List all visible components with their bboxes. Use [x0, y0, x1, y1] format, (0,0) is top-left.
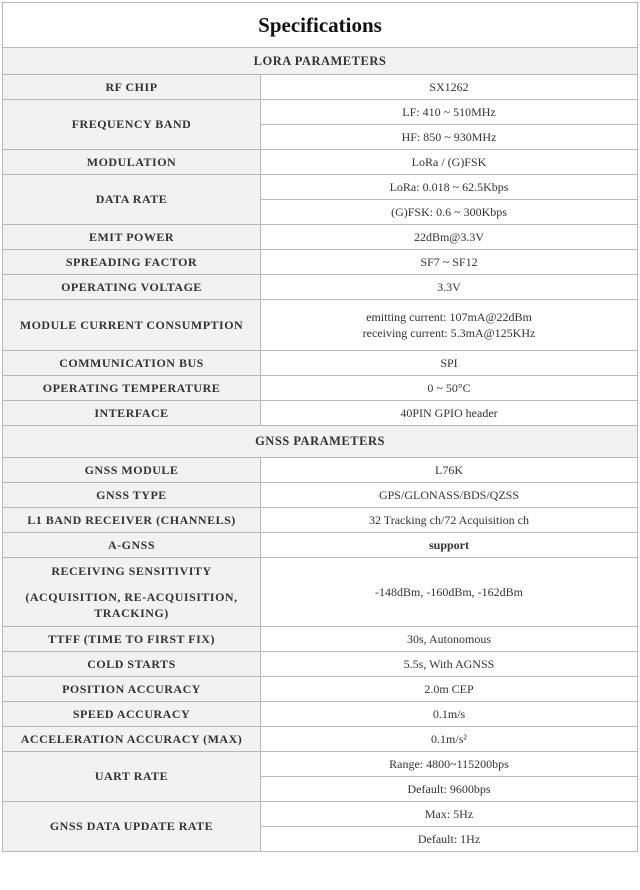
position-accuracy-row [3, 677, 638, 702]
a-gnss-value: support [261, 533, 638, 558]
frequency-band-lf-value: LF: 410 ~ 510MHz [261, 100, 638, 125]
emit-power-row [3, 225, 638, 250]
l1-band-value: 32 Tracking ch/72 Acquisition ch [261, 508, 638, 533]
acceleration-accuracy-label: ACCELERATION ACCURACY (MAX) [3, 727, 261, 752]
ttff-value: 30s, Autonomous [261, 627, 638, 652]
interface-value: 40PIN GPIO header [261, 401, 638, 426]
page-title: Specifications [3, 3, 638, 48]
operating-temperature-row [3, 376, 638, 401]
spreading-factor-row [3, 250, 638, 275]
spreading-factor-value: SF7 ~ SF12 [261, 250, 638, 275]
communication-bus-value: SPI [261, 351, 638, 376]
cold-starts-row [3, 652, 638, 677]
uart-rate-row [3, 752, 638, 777]
current-consumption-row [3, 300, 638, 351]
ttff-label: TTFF (TIME TO FIRST FIX) [3, 627, 261, 652]
data-rate-row [3, 175, 638, 200]
rf-chip-label: RF CHIP [3, 75, 261, 100]
speed-accuracy-row [3, 702, 638, 727]
current-consumption-label: MODULE CURRENT CONSUMPTION [3, 300, 261, 351]
uart-rate-range-value: Range: 4800~115200bps [261, 752, 638, 777]
frequency-band-row [3, 100, 638, 125]
gnss-module-label: GNSS MODULE [3, 458, 261, 483]
frequency-band-label: FREQUENCY BAND [3, 100, 261, 150]
speed-accuracy-value: 0.1m/s [261, 702, 638, 727]
specifications-table [2, 2, 638, 852]
title-row [3, 3, 638, 48]
acceleration-accuracy-value: 0.1m/s² [261, 727, 638, 752]
gnss-type-row [3, 483, 638, 508]
lora-section-header: LORA PARAMETERS [3, 48, 638, 75]
receiving-sensitivity-label-line1: RECEIVING SENSITIVITY [51, 564, 212, 578]
cold-starts-label: COLD STARTS [3, 652, 261, 677]
receiving-sensitivity-label-line2: (ACQUISITION, RE-ACQUISITION, [25, 590, 238, 604]
gnss-module-value: L76K [261, 458, 638, 483]
communication-bus-label: COMMUNICATION BUS [3, 351, 261, 376]
frequency-band-hf-value: HF: 850 ~ 930MHz [261, 125, 638, 150]
interface-label: INTERFACE [3, 401, 261, 426]
l1-band-row [3, 508, 638, 533]
ttff-row [3, 627, 638, 652]
data-rate-label: DATA RATE [3, 175, 261, 225]
cold-starts-value: 5.5s, With AGNSS [261, 652, 638, 677]
data-update-rate-row [3, 802, 638, 827]
current-consumption-value [261, 300, 638, 351]
uart-rate-label: UART RATE [3, 752, 261, 802]
a-gnss-label: A-GNSS [3, 533, 261, 558]
emit-power-label: EMIT POWER [3, 225, 261, 250]
receiving-current-value: receiving current: 5.3mA@125KHz [362, 326, 536, 340]
gnss-type-value: GPS/GLONASS/BDS/QZSS [261, 483, 638, 508]
data-update-rate-max-value: Max: 5Hz [261, 802, 638, 827]
l1-band-label: L1 BAND RECEIVER (CHANNELS) [3, 508, 261, 533]
lora-section-row [3, 48, 638, 75]
interface-row [3, 401, 638, 426]
speed-accuracy-label: SPEED ACCURACY [3, 702, 261, 727]
data-rate-gfsk-value: (G)FSK: 0.6 ~ 300Kbps [261, 200, 638, 225]
data-update-rate-default-value: Default: 1Hz [261, 827, 638, 852]
emitting-current-value: emitting current: 107mA@22dBm [366, 310, 532, 324]
communication-bus-row [3, 351, 638, 376]
operating-voltage-label: OPERATING VOLTAGE [3, 275, 261, 300]
operating-voltage-row [3, 275, 638, 300]
modulation-row [3, 150, 638, 175]
gnss-module-row [3, 458, 638, 483]
position-accuracy-value: 2.0m CEP [261, 677, 638, 702]
receiving-sensitivity-label [3, 558, 261, 627]
acceleration-accuracy-row [3, 727, 638, 752]
gnss-section-header: GNSS PARAMETERS [3, 426, 638, 458]
modulation-label: MODULATION [3, 150, 261, 175]
emit-power-value: 22dBm@3.3V [261, 225, 638, 250]
modulation-value: LoRa / (G)FSK [261, 150, 638, 175]
a-gnss-row [3, 533, 638, 558]
rf-chip-row [3, 75, 638, 100]
data-update-rate-label: GNSS DATA UPDATE RATE [3, 802, 261, 852]
operating-temperature-label: OPERATING TEMPERATURE [3, 376, 261, 401]
data-rate-lora-value: LoRa: 0.018 ~ 62.5Kbps [261, 175, 638, 200]
receiving-sensitivity-label-line3: TRACKING) [94, 606, 169, 620]
label-gap [3, 579, 260, 589]
receiving-sensitivity-value: -148dBm, -160dBm, -162dBm [261, 558, 638, 627]
gnss-type-label: GNSS TYPE [3, 483, 261, 508]
rf-chip-value: SX1262 [261, 75, 638, 100]
spreading-factor-label: SPREADING FACTOR [3, 250, 261, 275]
receiving-sensitivity-row [3, 558, 638, 627]
operating-temperature-value: 0 ~ 50°C [261, 376, 638, 401]
uart-rate-default-value: Default: 9600bps [261, 777, 638, 802]
gnss-section-row [3, 426, 638, 458]
operating-voltage-value: 3.3V [261, 275, 638, 300]
position-accuracy-label: POSITION ACCURACY [3, 677, 261, 702]
